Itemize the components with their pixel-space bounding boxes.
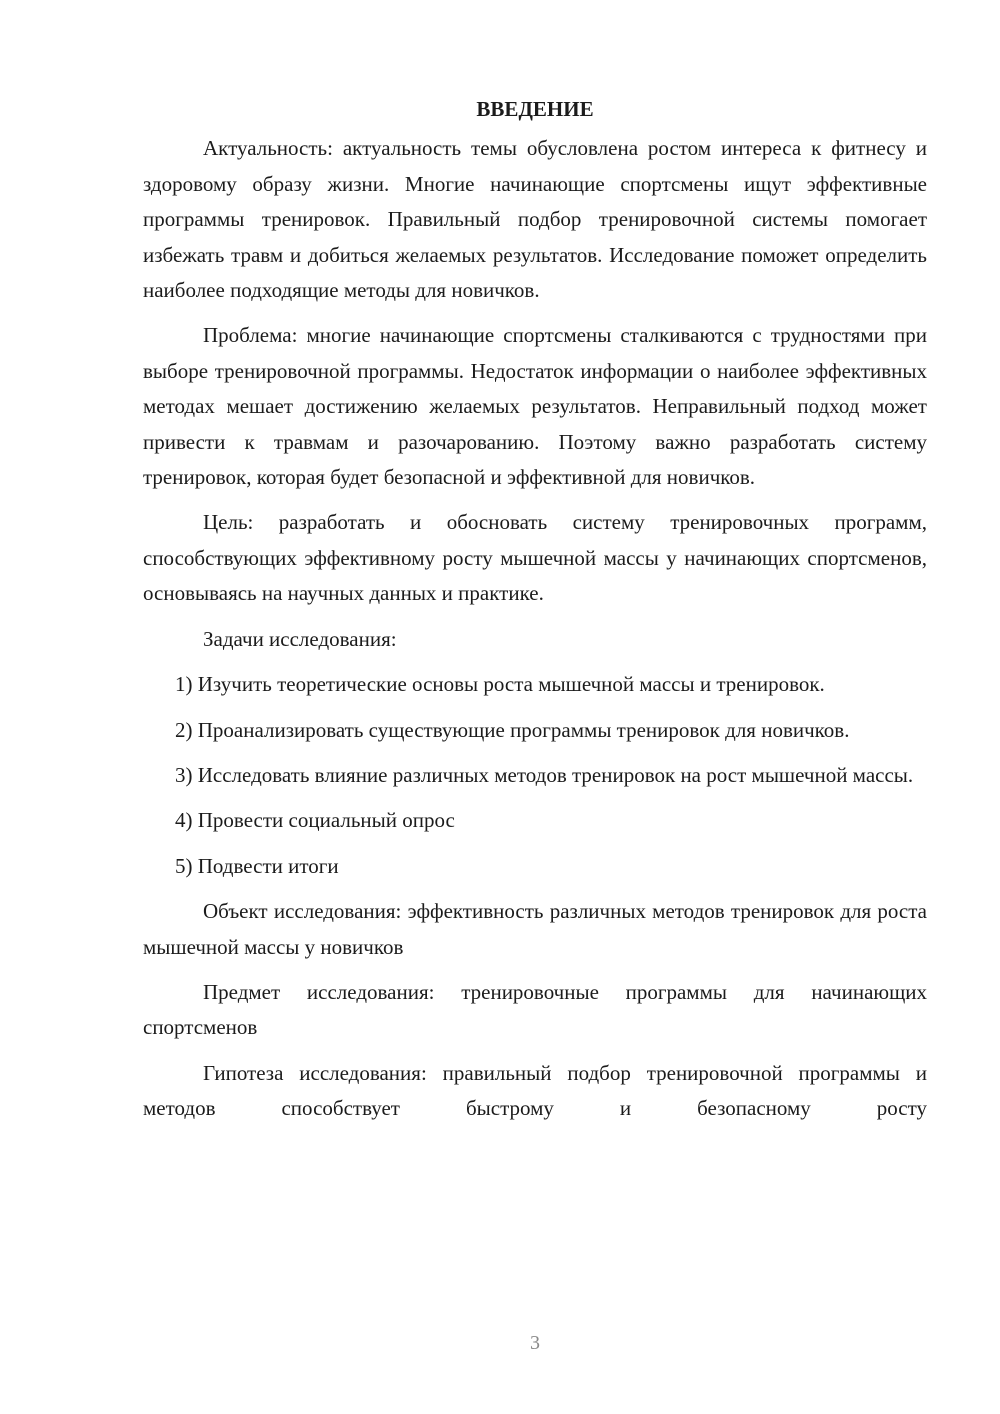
goal-paragraph: Цель: разработать и обосновать систему тренировочных программ, способствующих эффективному росту мышечной массы у начинающих спортсменов, основываясь на научных данных и практике. xyxy=(143,510,927,606)
section-title: ВВЕДЕНИЕ xyxy=(476,97,594,121)
relevance-paragraph: Актуальность: актуальность темы обусловлена ростом интереса к фитнесу и здоровому образу жизни. Многие начинающие спортсмены ищут эффективные программы тренировок. Правильный подбор тренировочной системы помогает избежать травм и добиться желаемых результатов. Исследование поможет определить наиболее подходящие методы для новичков. xyxy=(143,136,927,303)
task-item-4: 4) Провести социальный опрос xyxy=(175,808,455,833)
tasks-heading: Задачи исследования: xyxy=(203,626,397,651)
object-paragraph: Объект исследования: эффективность различных методов тренировок для роста мышечной массы у новичков xyxy=(143,899,927,959)
task-item-2: 2) Проанализировать существующие программы тренировок для новичков. xyxy=(175,717,850,742)
problem-paragraph: Проблема: многие начинающие спортсмены сталкиваются с трудностями при выборе тренировочной программы. Недостаток информации о наиболее эффективных методах мешает достижению желаемых результатов. Неправильный подход может привести к травмам и разочарованию. Поэтому важно разработать систему тренировок, которая будет безопасной и эффективной для новичков. xyxy=(143,323,927,490)
task-item-3: 3) Исследовать влияние различных методов тренировок на рост мышечной массы. xyxy=(175,762,914,787)
task-item-5: 5) Подвести итоги xyxy=(175,853,339,878)
subject-paragraph: Предмет исследования: тренировочные программы для начинающих спортсменов xyxy=(143,979,927,1040)
document-page xyxy=(143,92,927,1127)
task-item-1: 1) Изучить теоретические основы роста мышечной массы и тренировок. xyxy=(175,672,825,697)
hypothesis-paragraph: Гипотеза исследования: правильный подбор тренировочной программы и методов способствует быстрому и безопасному росту xyxy=(143,1060,927,1121)
page-number: 3 xyxy=(530,1332,540,1354)
